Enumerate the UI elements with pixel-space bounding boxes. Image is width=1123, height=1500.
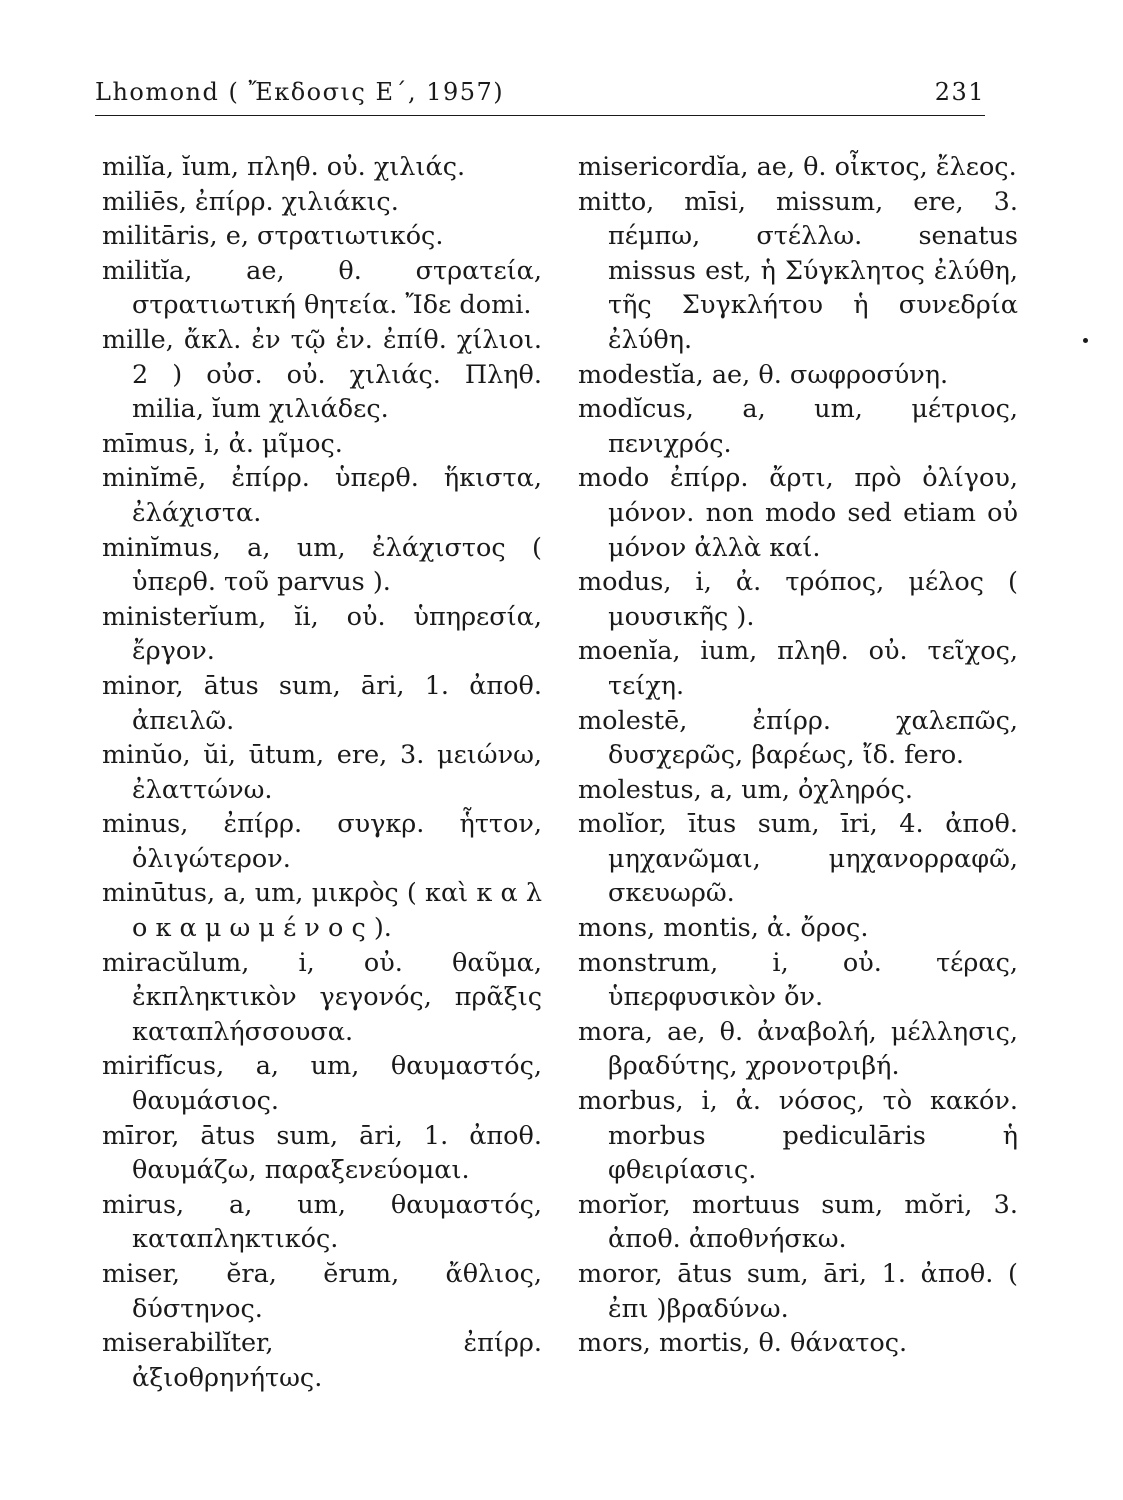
dictionary-entry: molestus, a, um, ὀχληρός. bbox=[578, 774, 914, 805]
dictionary-entry: miser, ĕra, ĕrum, ἄθλιος, δύστηνος. bbox=[102, 1259, 542, 1324]
dictionary-entry: miliēs, ἐπίρρ. χιλιάκις. bbox=[102, 186, 399, 217]
dictionary-entry: mirifĭcus, a, um, θαυμαστός, θαυμάσιος. bbox=[102, 1051, 542, 1117]
dictionary-entry: mirus, a, um, θαυμαστός, καταπληκτικός. bbox=[102, 1189, 542, 1255]
dictionary-entry: mīmus, i, ἀ. μῖμος. bbox=[102, 428, 343, 459]
dictionary-entry: miracŭlum, i, οὐ. θαῦμα, ἐκπληκτικὸν γεγονός, πρᾶξις καταπλήσσουσα. bbox=[102, 947, 542, 1047]
running-header bbox=[95, 78, 985, 110]
page-number: 231 bbox=[934, 78, 985, 106]
dictionary-entry: monstrum, i, οὐ. τέρας, ὑπερφυσικὸν ὄν. bbox=[578, 947, 1018, 1013]
dictionary-entry: mitto, mīsi, missum, ere, 3. πέμπω, στέλλω. senatus missus est, ἡ Σύγκλητος ἐλύθη, τῆς Συγκλήτου ἡ συνεδρία ἐλύθη. bbox=[578, 186, 1018, 355]
dictionary-entry: minus, ἐπίρρ. συγκρ. ἧττον, ὀλιγώτερον. bbox=[102, 809, 542, 874]
dictionary-entry: militāris, e, στρατιωτικός. bbox=[102, 221, 444, 252]
dictionary-entry: minūtus, a, um, μικρὸς ( καὶ κ α λ ο κ α μ ω μ έ ν ο ς ). bbox=[102, 878, 542, 944]
right-column bbox=[578, 150, 1018, 1361]
dictionary-entry: morĭor, mortuus sum, mŏri, 3. ἀποθ. ἀποθνήσκω. bbox=[578, 1189, 1018, 1255]
dictionary-entry: minŭo, ŭi, ūtum, ere, 3. μειώνω, ἐλαττώνω. bbox=[102, 740, 542, 805]
dictionary-entry: ministerĭum, ĭi, οὐ. ὑπηρεσία, ἔργον. bbox=[102, 601, 542, 667]
dictionary-entry: misericordĭa, ae, θ. οἶκτος, ἔλεος. bbox=[578, 152, 1017, 182]
dictionary-entry: modo ἐπίρρ. ἄρτι, πρὸ ὀλίγου, μόνον. non modo sed etiam οὐ μόνον ἀλλὰ καί. bbox=[578, 463, 1018, 563]
dictionary-entry: milĭa, ĭum, πληθ. οὐ. χιλιάς. bbox=[102, 152, 466, 182]
dictionary-entry: molestē, ἐπίρρ. χαλεπῶς, δυσχερῶς, βαρέως, ἴδ. fero. bbox=[578, 705, 1018, 771]
dictionary-entry: mors, mortis, θ. θάνατος. bbox=[578, 1328, 908, 1359]
dictionary-entry: modus, i, ἀ. τρόπος, μέλος ( μουσικῆς ). bbox=[578, 567, 1018, 632]
dictionary-entry: minor, ātus sum, āri, 1. ἀποθ. ἀπειλῶ. bbox=[102, 670, 542, 736]
margin-dot bbox=[1083, 338, 1088, 343]
dictionary-entry: modestĭa, ae, θ. σωφροσύνη. bbox=[578, 359, 949, 390]
dictionary-entry: morbus, i, ἀ. νόσος, τὸ κακόν. morbus pediculāris ἡ φθειρίασις. bbox=[578, 1086, 1018, 1186]
dictionary-entry: moror, ātus sum, āri, 1. ἀποθ. ( ἐπι )βραδύνω. bbox=[578, 1259, 1018, 1324]
dictionary-entry: modĭcus, a, um, μέτριος, πενιχρός. bbox=[578, 394, 1018, 459]
dictionary-entry: minĭmus, a, um, ἐλάχιστος ( ὑπερθ. τοῦ parvus ). bbox=[102, 532, 542, 598]
dictionary-entry: mora, ae, θ. ἀναβολή, μέλλησις, βραδύτης, χρονοτριβή. bbox=[578, 1016, 1018, 1082]
dictionary-entry: molĭor, ītus sum, īri, 4. ἀποθ. μηχανῶμαι, μηχανορραφῶ, σκευωρῶ. bbox=[578, 809, 1018, 909]
dictionary-entry: mons, montis, ἀ. ὄρος. bbox=[578, 913, 869, 944]
dictionary-entry: mīror, ātus sum, āri, 1. ἀποθ. θαυμάζω, παραξενεύομαι. bbox=[102, 1120, 542, 1186]
left-column bbox=[102, 150, 542, 1395]
dictionary-entry: miserabilĭter, ἐπίρρ. ἀξιοθρηνήτως. bbox=[102, 1328, 542, 1393]
dictionary-entry: moenĭa, ium, πληθ. οὐ. τεῖχος, τείχη. bbox=[578, 636, 1018, 701]
dictionary-entry: minĭmē, ἐπίρρ. ὑπερθ. ἥκιστα, ἐλάχιστα. bbox=[102, 463, 542, 528]
dictionary-entry: mille, ἄκλ. ἐν τῷ ἑν. ἐπίθ. χίλιοι. 2 ) οὐσ. οὐ. χιλιάς. Πληθ. milia, ĭum χιλιάδες. bbox=[102, 324, 542, 425]
header-rule bbox=[95, 115, 985, 116]
header-title: Lhomond ( Ἔκδοσις Ε΄, 1957) bbox=[95, 78, 505, 106]
dictionary-entry: militĭa, ae, θ. στρατεία, στρατιωτική θητεία. Ἴδε domi. bbox=[102, 255, 542, 321]
